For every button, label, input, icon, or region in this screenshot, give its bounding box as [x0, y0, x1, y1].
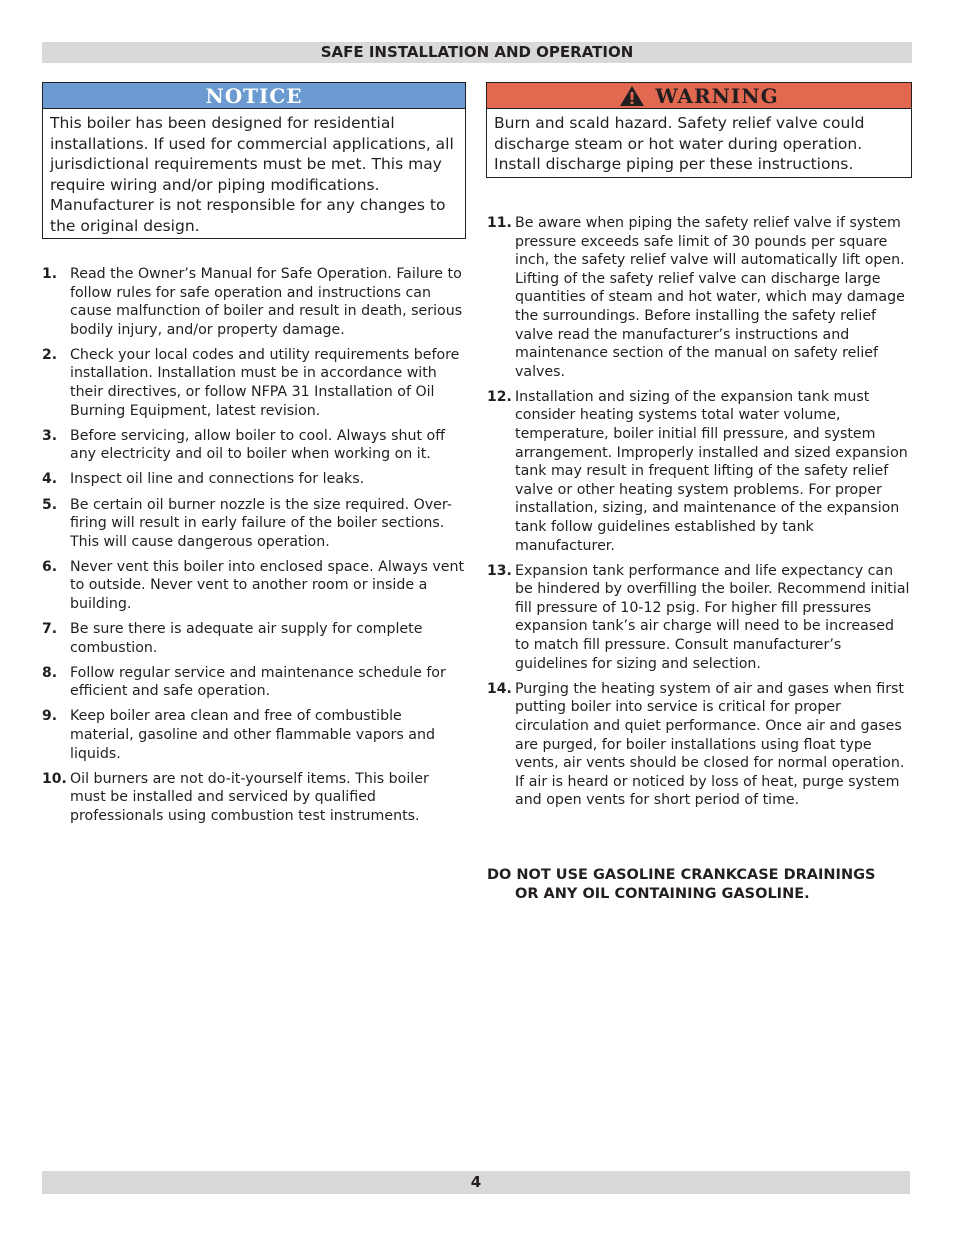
- list-item: [42, 558, 468, 614]
- item-number: 13.: [487, 562, 512, 579]
- list-item: [487, 680, 911, 810]
- gasoline-caution: [487, 866, 917, 904]
- warning-box: [486, 82, 912, 178]
- list-item: [42, 427, 468, 464]
- item-number: 12.: [487, 388, 512, 405]
- item-number: 4.: [42, 471, 58, 488]
- item-text: Installation and sizing of the expansion tank must consider heating systems total water volume, temperature, boiler initial fill pressure, and system arrangement. Improperly installed and sized expansion tank may result in frequent lifting of the safety relief valve or other heating system problems. For proper installation, sizing, and maintenance of the expansion tank follow guidelines established by tank manufacturer.: [515, 388, 908, 554]
- list-item: [42, 770, 468, 826]
- item-text: Check your local codes and utility requirements before installation. Installation must be in accordance with their directives, or follow NFPA 31 Installation of Oil Burning Equipment, latest revision.: [70, 346, 460, 419]
- notice-body: This boiler has been designed for residential installations. If used for commercial applications, all jurisdictional requirements must be met. This may require wiring and/or piping modifications. Manufacturer is not responsible for any changes to the original design.: [50, 114, 454, 235]
- notice-title: NOTICE: [43, 83, 465, 109]
- left-instruction-list: [42, 265, 468, 832]
- notice-box: [42, 82, 466, 239]
- item-number: 14.: [487, 680, 512, 697]
- warning-header: [487, 83, 911, 109]
- item-text: Be sure there is adequate air supply for complete combustion.: [70, 621, 423, 656]
- item-number: 11.: [487, 215, 512, 231]
- item-number: 6.: [42, 558, 58, 575]
- item-text: Inspect oil line and connections for leaks.: [70, 471, 365, 488]
- page-number: 4: [42, 1171, 910, 1194]
- list-item: [487, 562, 911, 674]
- item-number: 7.: [42, 621, 58, 638]
- item-text: Be certain oil burner nozzle is the size required. Over-firing will result in early failure of the boiler sections. This will cause dangerous operation.: [70, 496, 452, 550]
- item-number: 10.: [42, 770, 67, 787]
- item-text: Follow regular service and maintenance schedule for efficient and safe operation.: [70, 664, 446, 700]
- item-text: Never vent this boiler into enclosed space. Always vent to outside. Never vent to another room or inside a building.: [70, 558, 465, 612]
- list-item: [42, 346, 468, 420]
- item-number: 2.: [42, 346, 58, 363]
- caution-line-1: DO NOT USE GASOLINE CRANKCASE DRAININGS: [487, 867, 876, 883]
- item-number: 9.: [42, 708, 58, 725]
- list-item: [487, 214, 911, 381]
- caution-line-2: OR ANY OIL CONTAINING GASOLINE.: [515, 886, 810, 902]
- section-header: SAFE INSTALLATION AND OPERATION: [42, 42, 912, 63]
- warning-triangle-icon: [619, 85, 645, 107]
- warning-body: Burn and scald hazard. Safety relief valve could discharge steam or hot water during operation. Install discharge piping per these instructions.: [494, 114, 865, 173]
- item-number: 1.: [42, 266, 58, 282]
- item-text: Read the Owner’s Manual for Safe Operation. Failure to follow rules for safe operation and instructions can cause malfunction of boiler and result in death, serious bodily injury, and/or property damage.: [70, 266, 463, 338]
- item-text: Oil burners are not do-it-yourself items. This boiler must be installed and serviced by qualified professionals using combustion test instruments.: [70, 770, 429, 824]
- right-instruction-list: [487, 214, 911, 816]
- list-item: [487, 388, 911, 555]
- list-item: [42, 496, 468, 552]
- warning-title: WARNING: [655, 84, 779, 108]
- list-item: [42, 470, 468, 489]
- item-text: Be aware when piping the safety relief valve if system pressure exceeds safe limit of 30 pounds per square inch, the safety relief valve will automatically lift open. Lifting of the safety relief valve can discharge large quantities of steam and hot water, which may damage the surroundings. Before installing the safety relief valve read the manufacturer’s instructions and maintenance section of the manual on safety relief valves.: [515, 215, 905, 380]
- item-text: Expansion tank performance and life expectancy can be hindered by overfilling the boiler. Recommend initial fill pressure of 10-12 psig. For higher fill pressures expansion tank’s air charge will need to be increased to match fill pressure. Consult manufacturer’s guidelines for sizing and selection.: [515, 562, 910, 672]
- item-number: 5.: [42, 496, 58, 513]
- item-number: 3.: [42, 427, 58, 444]
- list-item: [42, 707, 468, 763]
- item-text: Before servicing, allow boiler to cool. Always shut off any electricity and oil to boiler when working on it.: [70, 427, 445, 463]
- list-item: [42, 664, 468, 701]
- item-text: Purging the heating system of air and gases when first putting boiler into service is critical for proper circulation and quiet performance. Once air and gases are purged, for boiler installations using float type vents, air vents should be closed for normal operation. If air is heard or noticed by loss of heat, purge system and open vents for short period of time.: [515, 680, 905, 809]
- item-text: Keep boiler area clean and free of combustible material, gasoline and other flammable vapors and liquids.: [70, 708, 435, 762]
- item-number: 8.: [42, 664, 58, 681]
- list-item: [42, 620, 468, 657]
- list-item: [42, 265, 468, 339]
